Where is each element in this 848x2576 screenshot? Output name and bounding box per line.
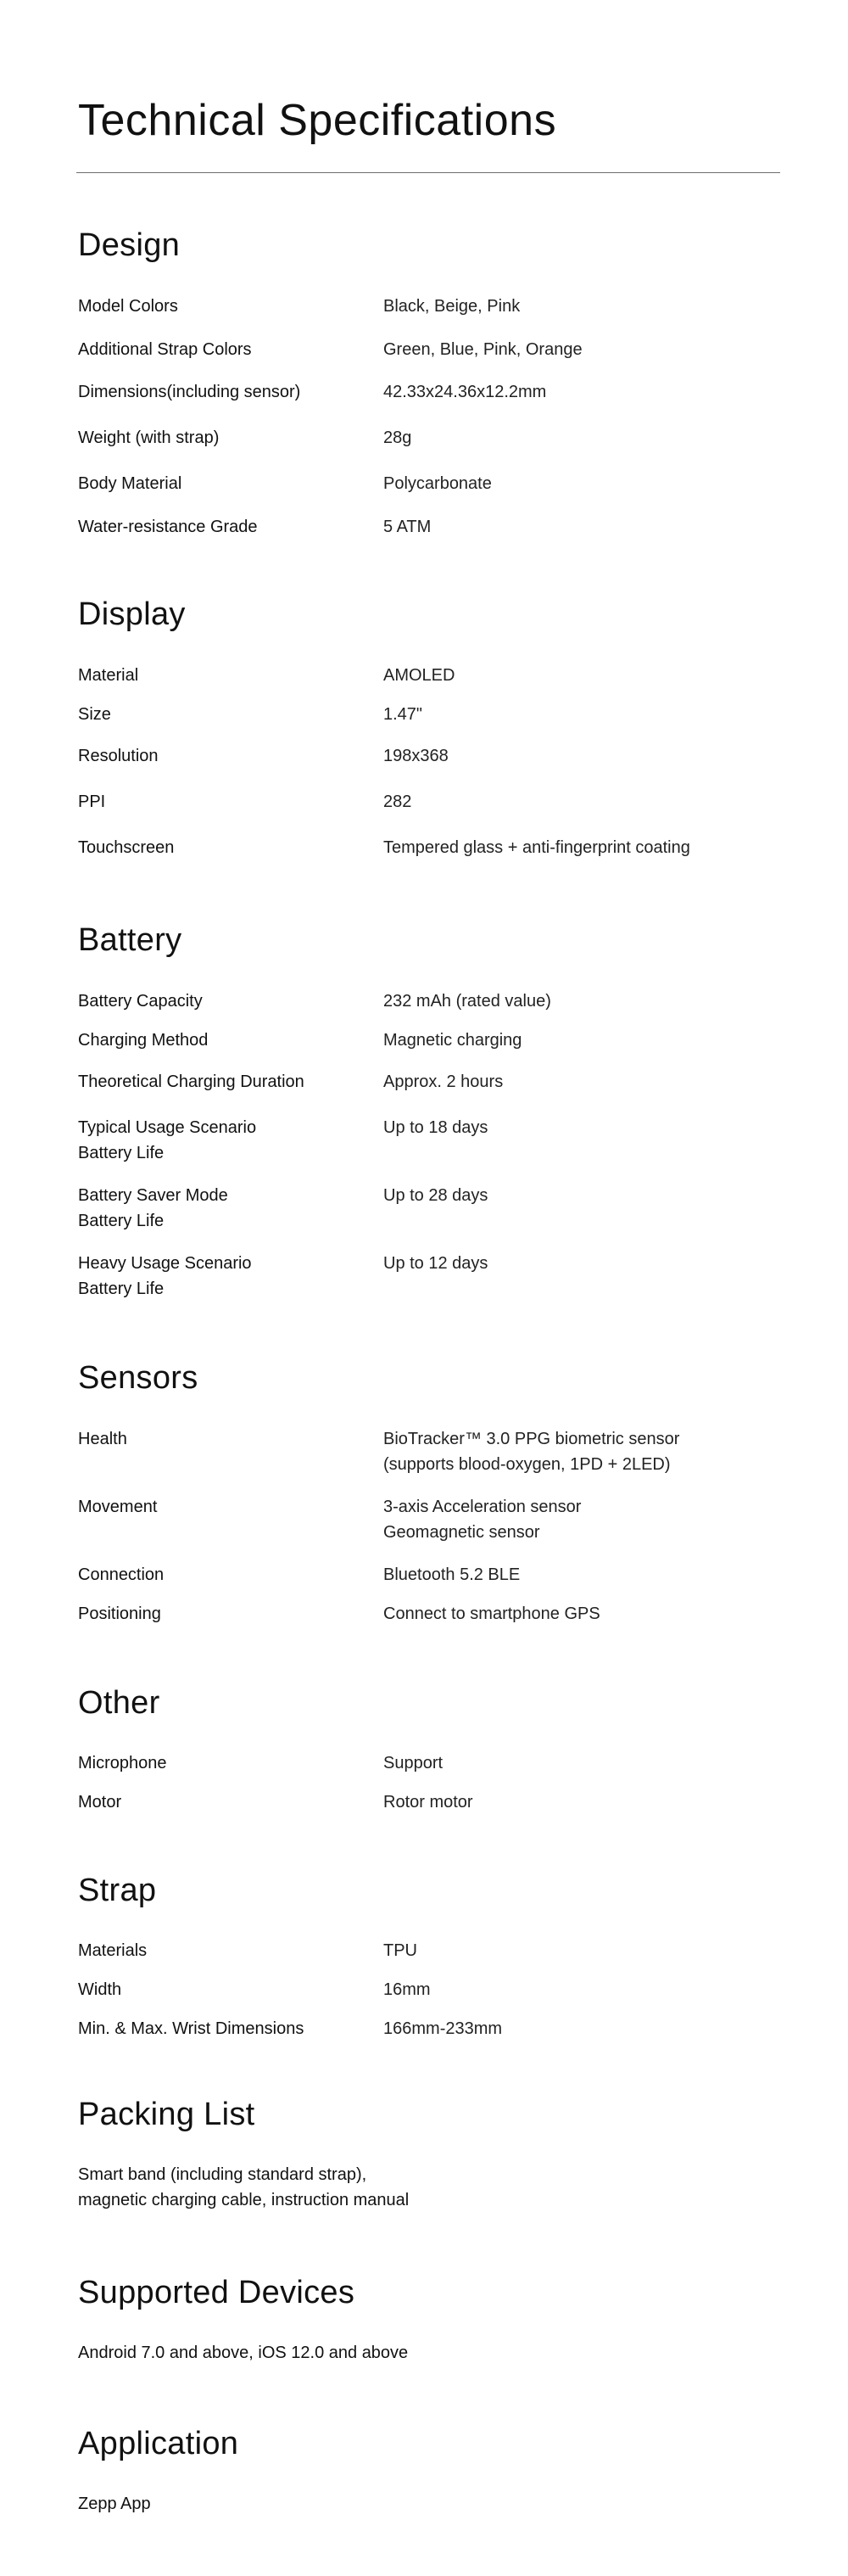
spec-label: [78, 1115, 366, 1166]
supported-devices-text: [78, 2340, 782, 2366]
section-application: [78, 2424, 782, 2513]
spec-label: Positioning: [78, 1604, 161, 1623]
spec-value: Support: [383, 1754, 444, 1772]
spec-value: 5 ATM: [383, 518, 432, 536]
title-divider: [76, 172, 780, 173]
spec-label-line: Typical Usage Scenario: [78, 1118, 257, 1137]
spec-label: Charging Method: [78, 1031, 209, 1050]
spec-label: Touchscreen: [78, 838, 175, 857]
spec-value: 232 mAh (rated value): [383, 992, 551, 1011]
spec-value: 1.47": [383, 705, 423, 724]
spec-label: Size: [78, 705, 111, 724]
spec-label: Min. & Max. Wrist Dimensions: [78, 2019, 304, 2038]
spec-label: Material: [78, 666, 139, 685]
spec-label: Body Material: [78, 474, 182, 493]
spec-value: Up to 18 days: [383, 1118, 488, 1137]
section-title: Battery: [78, 922, 182, 958]
spec-label: Resolution: [78, 747, 159, 765]
spec-value: Connect to smartphone GPS: [383, 1604, 600, 1623]
spec-label: Connection: [78, 1565, 165, 1584]
spec-value: [383, 1426, 782, 1477]
spec-value: 198x368: [383, 747, 449, 765]
spec-value-line: BioTracker™ 3.0 PPG biometric sensor: [383, 1430, 680, 1448]
spec-label: Health: [78, 1430, 127, 1448]
spec-label-line: Battery Life: [78, 1144, 165, 1162]
spec-label: Microphone: [78, 1754, 167, 1772]
spec-value: Tempered glass + anti-fingerprint coating: [383, 838, 690, 857]
spec-value: AMOLED: [383, 666, 455, 685]
section-supported-devices: [78, 2273, 782, 2362]
spec-value: Rotor motor: [383, 1793, 473, 1812]
spec-value: Up to 28 days: [383, 1186, 488, 1205]
spec-value: 28g: [383, 428, 412, 447]
section-title: Design: [78, 227, 181, 263]
text-line: magnetic charging cable, instruction manual: [78, 2191, 410, 2209]
spec-label: Width: [78, 1980, 122, 1999]
spec-label: Water-resistance Grade: [78, 518, 258, 536]
spec-value: 282: [383, 792, 412, 811]
section-sensors: [78, 1358, 782, 1623]
spec-value: 166mm-233mm: [383, 2019, 503, 2038]
spec-value: Approx. 2 hours: [383, 1072, 504, 1091]
section-display: [78, 595, 782, 857]
section-title: Supported Devices: [78, 2275, 355, 2310]
section-title: Strap: [78, 1873, 157, 1908]
spec-label-line: Battery Life: [78, 1280, 165, 1298]
spec-label: Movement: [78, 1498, 158, 1516]
spec-value: Bluetooth 5.2 BLE: [383, 1565, 521, 1584]
spec-label: Additional Strap Colors: [78, 340, 252, 359]
section-packing-list: [78, 2095, 782, 2209]
section-title: Display: [78, 596, 186, 632]
spec-label-line: Battery Saver Mode: [78, 1186, 228, 1205]
spec-label: [78, 1183, 366, 1234]
spec-value: Up to 12 days: [383, 1254, 488, 1273]
spec-label: Battery Capacity: [78, 992, 203, 1011]
spec-value: 42.33x24.36x12.2mm: [383, 383, 547, 401]
section-strap: [78, 1871, 782, 2038]
spec-label: Motor: [78, 1793, 122, 1812]
section-other: [78, 1683, 782, 1812]
section-title: Packing List: [78, 2097, 255, 2132]
packing-list-text: [78, 2162, 782, 2213]
text-line: Android 7.0 and above, iOS 12.0 and above: [78, 2344, 409, 2362]
spec-value: 16mm: [383, 1980, 431, 1999]
spec-value: Green, Blue, Pink, Orange: [383, 340, 583, 359]
spec-label: Theoretical Charging Duration: [78, 1072, 304, 1091]
section-design: [78, 226, 782, 536]
spec-value: Polycarbonate: [383, 474, 492, 493]
section-battery: [78, 921, 782, 1298]
application-text: [78, 2491, 782, 2517]
spec-value-line: Geomagnetic sensor: [383, 1523, 540, 1542]
spec-page: [0, 0, 848, 148]
text-line: Smart band (including standard strap),: [78, 2165, 367, 2184]
text-line: Zepp App: [78, 2495, 151, 2513]
spec-value: [383, 1494, 782, 1545]
spec-label: [78, 1251, 366, 1302]
spec-value-line: 3-axis Acceleration sensor: [383, 1498, 582, 1516]
spec-value-line: (supports blood-oxygen, 1PD + 2LED): [383, 1455, 671, 1474]
spec-label: PPI: [78, 792, 106, 811]
spec-label-line: Heavy Usage Scenario: [78, 1254, 252, 1273]
spec-label: Model Colors: [78, 297, 178, 316]
page-title: Technical Specifications: [78, 96, 557, 145]
spec-label: Materials: [78, 1941, 148, 1960]
spec-label: Weight (with strap): [78, 428, 220, 447]
spec-label: Dimensions(including sensor): [78, 383, 301, 401]
spec-value: Magnetic charging: [383, 1031, 522, 1050]
section-title: Application: [78, 2426, 239, 2461]
spec-value: Black, Beige, Pink: [383, 297, 521, 316]
section-title: Other: [78, 1685, 160, 1721]
section-title: Sensors: [78, 1360, 198, 1396]
spec-value: TPU: [383, 1941, 417, 1960]
spec-label-line: Battery Life: [78, 1212, 165, 1230]
